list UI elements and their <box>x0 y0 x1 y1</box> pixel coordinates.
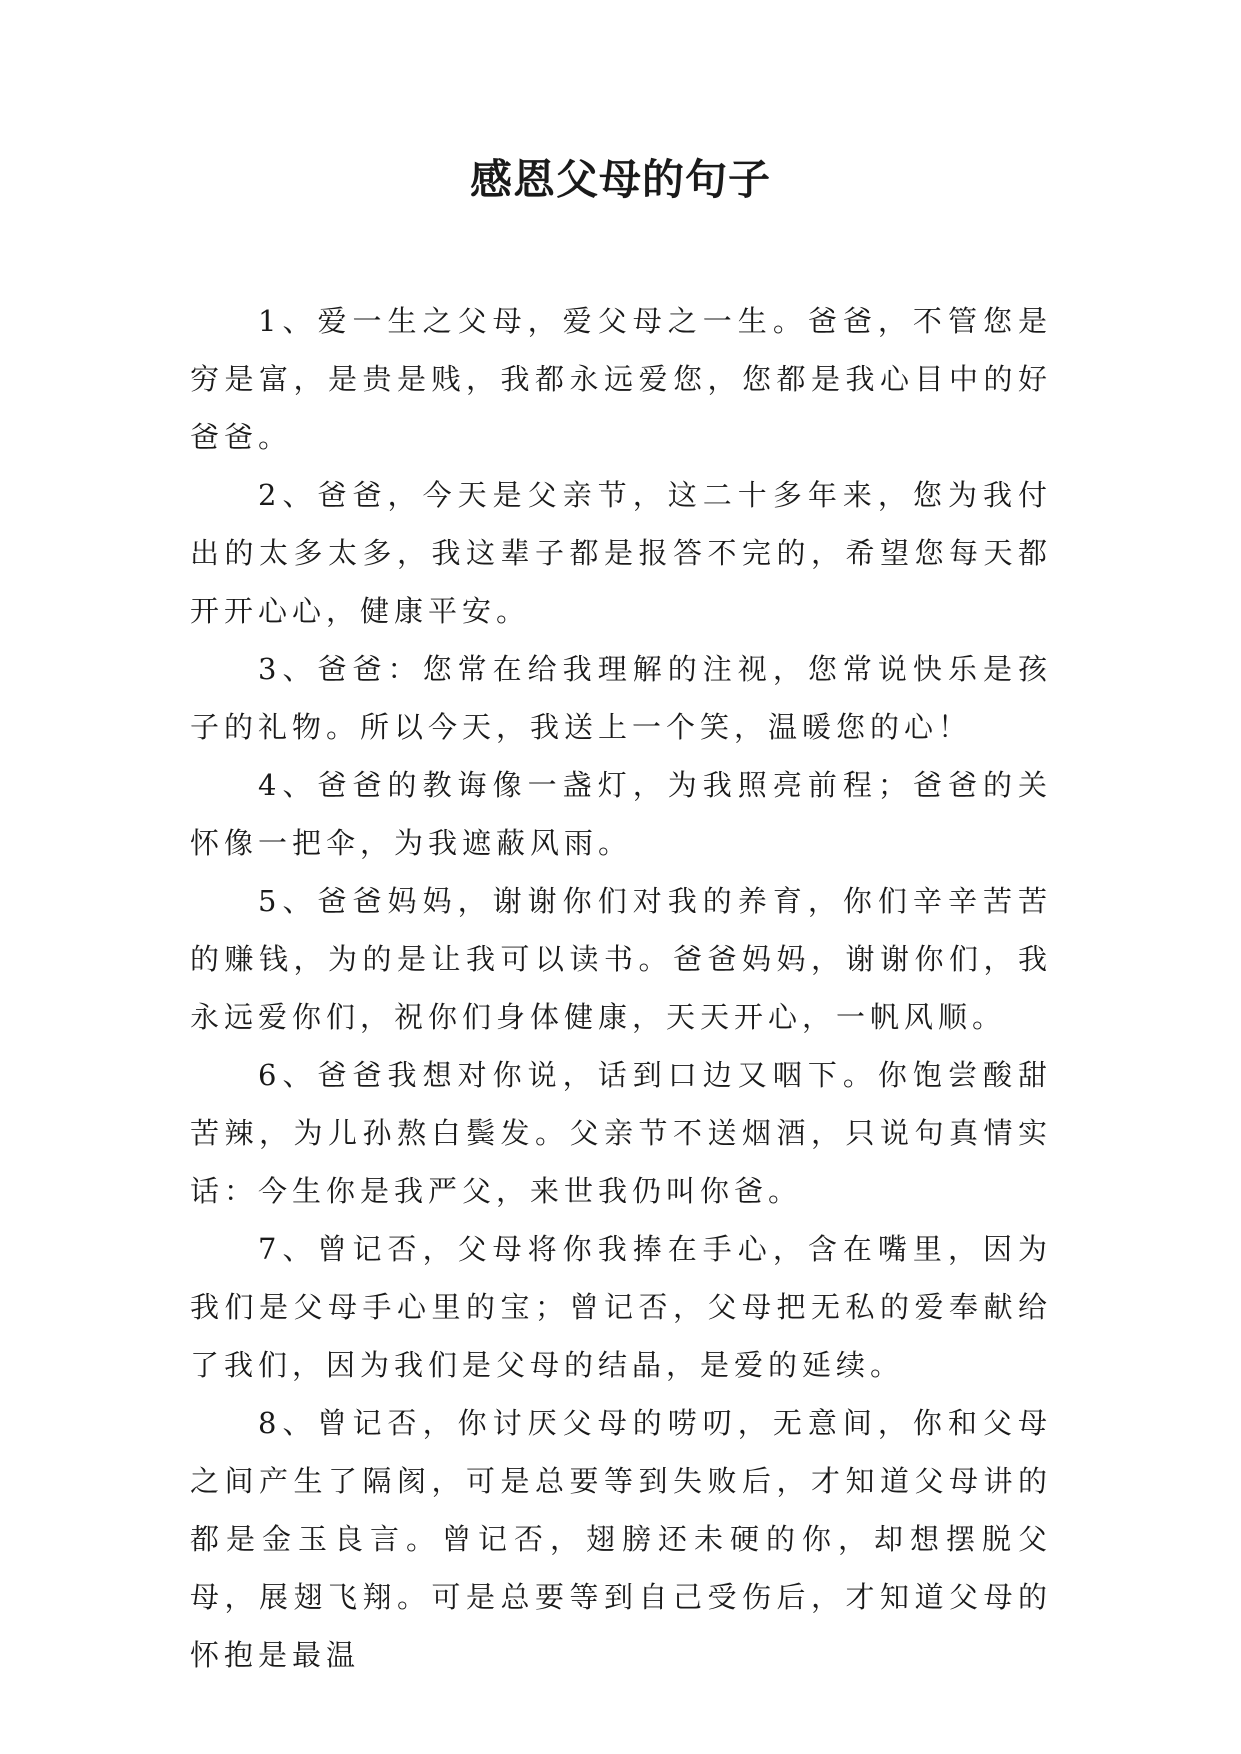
paragraph-3: 3、爸爸：您常在给我理解的注视，您常说快乐是孩子的礼物。所以今天，我送上一个笑，温暖您的心！ <box>190 652 1052 744</box>
paragraph-6: 6、爸爸我想对你说，话到口边又咽下。你饱尝酸甜苦辣，为儿孙熬白鬓发。父亲节不送烟酒，只说句真情实话：今生你是我严父，来世我仍叫你爸。 <box>190 1058 1052 1208</box>
document-body <box>190 292 1052 1684</box>
paragraph-4: 4、爸爸的教诲像一盏灯，为我照亮前程；爸爸的关怀像一把伞，为我遮蔽风雨。 <box>190 768 1052 860</box>
paragraph-5: 5、爸爸妈妈，谢谢你们对我的养育，你们辛辛苦苦的赚钱，为的是让我可以读书。爸爸妈妈，谢谢你们，我永远爱你们，祝你们身体健康，天天开心，一帆风顺。 <box>190 884 1052 1034</box>
paragraph-8: 8、曾记否，你讨厌父母的唠叨，无意间，你和父母之间产生了隔阂，可是总要等到失败后，才知道父母讲的都是金玉良言。曾记否，翅膀还未硬的你，却想摆脱父母，展翅飞翔。可是总要等到自己受伤后，才知道父母的怀抱是最温 <box>190 1406 1052 1672</box>
paragraph-2: 2、爸爸，今天是父亲节，这二十多年来，您为我付出的太多太多，我这辈子都是报答不完的，希望您每天都开开心心，健康平安。 <box>190 478 1052 628</box>
document-title: 感恩父母的句子 <box>469 155 771 204</box>
paragraph-1: 1、爱一生之父母，爱父母之一生。爸爸，不管您是穷是富，是贵是贱，我都永远爱您，您都是我心目中的好爸爸。 <box>190 304 1052 454</box>
paragraph-7: 7、曾记否，父母将你我捧在手心，含在嘴里，因为我们是父母手心里的宝；曾记否，父母把无私的爱奉献给了我们，因为我们是父母的结晶，是爱的延续。 <box>190 1232 1052 1382</box>
